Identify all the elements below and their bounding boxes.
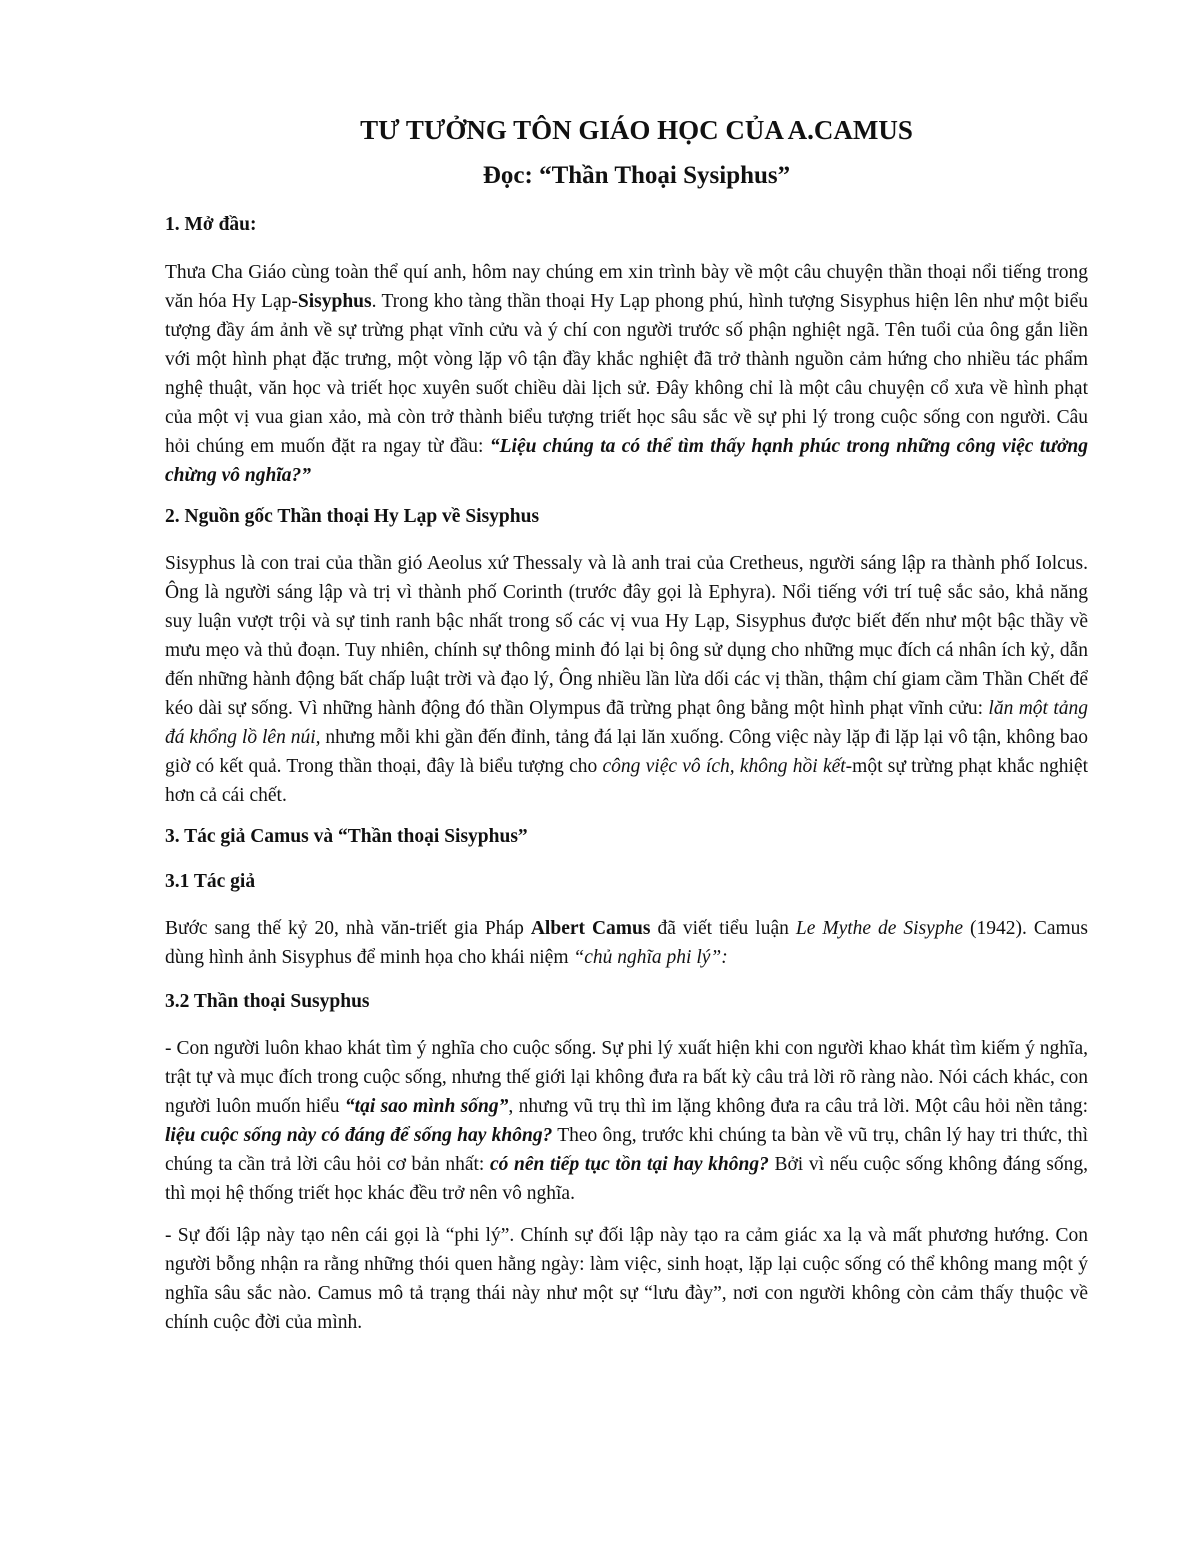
essay-title: Le Mythe de Sisyphe xyxy=(795,918,963,939)
section-heading-intro: 1. Mở đầu: xyxy=(165,214,257,235)
intro-text-2: . Trong kho tàng thần thoại Hy Lạp phong phú, hình tượng Sisyphus hiện lên như một biểu tượng đầy ám ảnh về sự trừng phạt vĩnh cửu và ý chí con người trước số phận nghiệt ngã. Tên tuổi của ông gắn liền với một hình phạt đặc trưng, một vòng lặp vô tận đầy khắc nghiệt đã trở thành nguồn cảm hứng cho nhiều tác phẩm nghệ thuật, văn học và triết học xuyên suốt chiều dài lịch sử. Đây không chỉ là một câu chuyện cổ xưa về hình phạt của một vị vua gian xảo, mà còn trở thành biểu tượng triết học sâu sắc về sự phi lý trong cuộc sống con người. Câu hỏi chúng em muốn đặt ra ngay từ đầu: xyxy=(165,291,1088,457)
myth-text-worth-living: liệu cuộc sống này có đáng để sống hay không? xyxy=(165,1125,553,1146)
intro-text-sisyphus: Sisyphus xyxy=(297,291,372,312)
myth-paragraph-2: - Sự đối lập này tạo nên cái gọi là “phi lý”. Chính sự đối lập này tạo ra cảm giác xa lạ và mất phương hướng. Con người bỗng nhận ra rằng những thói quen hằng ngày: làm việc, sinh hoạt, lặp lại cuộc sống có thể không mang một ý nghĩa sâu sắc nào. Camus mô tả trạng thái này như một sự “lưu đày”, nơi con người không còn cảm thấy thuộc về chính cuộc đời của mình. xyxy=(165,1225,1088,1333)
intro-text-1: Thưa Cha Giáo cùng toàn thể quí anh, hôm nay chúng em xin trình bày về một câu chuyện thần thoại nổi tiếng trong văn hóa Hy Lạp- xyxy=(165,262,1088,312)
myth-text-continue-exist: có nên tiếp tục tồn tại hay không? xyxy=(489,1154,769,1175)
myth-text-2: , nhưng vũ trụ thì im lặng không đưa ra câu trả lời. Một câu hỏi nền tảng: xyxy=(508,1096,1088,1117)
subsection-heading-author: 3.1 Tác giả xyxy=(165,871,256,892)
origin-text-3: -một sự trừng phạt khắc nghiệt hơn cả cái chết. xyxy=(165,756,1088,806)
author-text-1: Bước sang thế kỷ 20, nhà văn-triết gia Pháp xyxy=(165,918,531,939)
intro-paragraph xyxy=(165,258,1088,490)
origin-paragraph xyxy=(165,549,1088,810)
author-name: Albert Camus xyxy=(530,918,651,939)
myth-text-why-live: “tại sao mình sống” xyxy=(344,1096,509,1117)
author-paragraph xyxy=(165,914,1088,972)
document-subtitle: Đọc: “Thần Thoại Sysiphus” xyxy=(482,162,791,189)
origin-text-1: Sisyphus là con trai của thần gió Aeolus xứ Thessaly và là anh trai của Cretheus, người sáng lập ra thành phố Iolcus. Ông là người sáng lập và trị vì thành phố Corinth (trước đây gọi là Ephyra). Nổi tiếng với trí tuệ sắc sảo, khả năng suy luận vượt trội và sự tinh ranh bậc nhất trong số các vị vua Hy Lạp, Sisyphus được biết đến như một bậc thầy về mưu mẹo và thủ đoạn. Tuy nhiên, chính sự thông minh đó lại bị ông sử dụng cho những mục đích cá nhân ích kỷ, dẫn đến những hành động bất chấp luật trời và đạo lý, Ông nhiều lần lừa dối các vị thần, thậm chí giam cầm Thần Chết để kéo dài sự sống. Vì những hành động đó thần Olympus đã trừng phạt ông bằng một hình phạt vĩnh cửu: xyxy=(165,553,1088,719)
origin-text-futile-work: công việc vô ích, không hồi kết xyxy=(602,756,846,777)
section-heading-origin: 2. Nguồn gốc Thần thoại Hy Lạp về Sisyphus xyxy=(165,506,540,527)
absurdism-term: “chủ nghĩa phi lý”: xyxy=(573,947,728,968)
myth-text-1: - Con người luôn khao khát tìm ý nghĩa cho cuộc sống. Sự phi lý xuất hiện khi con người khao khát tìm kiếm ý nghĩa, trật tự và mục đích trong cuộc sống, nhưng thế giới lại không đưa ra bất kỳ câu trả lời rõ ràng nào. Nói cách khác, con người luôn muốn hiểu xyxy=(165,1038,1088,1117)
intro-question: “Liệu chúng ta có thể tìm thấy hạnh phúc trong những công việc tưởng chừng vô nghĩa?” xyxy=(165,436,1089,486)
document-title: TƯ TƯỞNG TÔN GIÁO HỌC CỦA A.CAMUS xyxy=(360,115,913,145)
origin-text-2: nhưng mỗi khi gần đến đỉnh, tảng đá lại lăn xuống. Công việc này lặp đi lặp lại vô tận, không bao giờ có kết quả. Trong thần thoại, đây là biểu tượng cho xyxy=(165,727,1088,777)
author-text-2: đã viết tiểu luận xyxy=(650,918,796,939)
section-heading-author: 3. Tác giả Camus và “Thần thoại Sisyphus” xyxy=(165,826,528,847)
subsection-heading-myth: 3.2 Thần thoại Susyphus xyxy=(165,991,370,1012)
origin-text-punishment: lăn một tảng đá khổng lồ lên núi, xyxy=(165,698,1088,748)
myth-paragraph-1 xyxy=(165,1034,1088,1208)
myth-text-4: Bởi vì nếu cuộc sống không đáng sống, thì mọi hệ thống triết học khác đều trở nên vô nghĩa. xyxy=(165,1154,1089,1204)
myth-text-3: Theo ông, trước khi chúng ta bàn về vũ trụ, chân lý hay tri thức, thì chúng ta cần trả lời câu hỏi cơ bản nhất: xyxy=(165,1125,1089,1175)
author-text-3: (1942). Camus dùng hình ảnh Sisyphus để minh họa cho khái niệm xyxy=(165,918,1088,968)
